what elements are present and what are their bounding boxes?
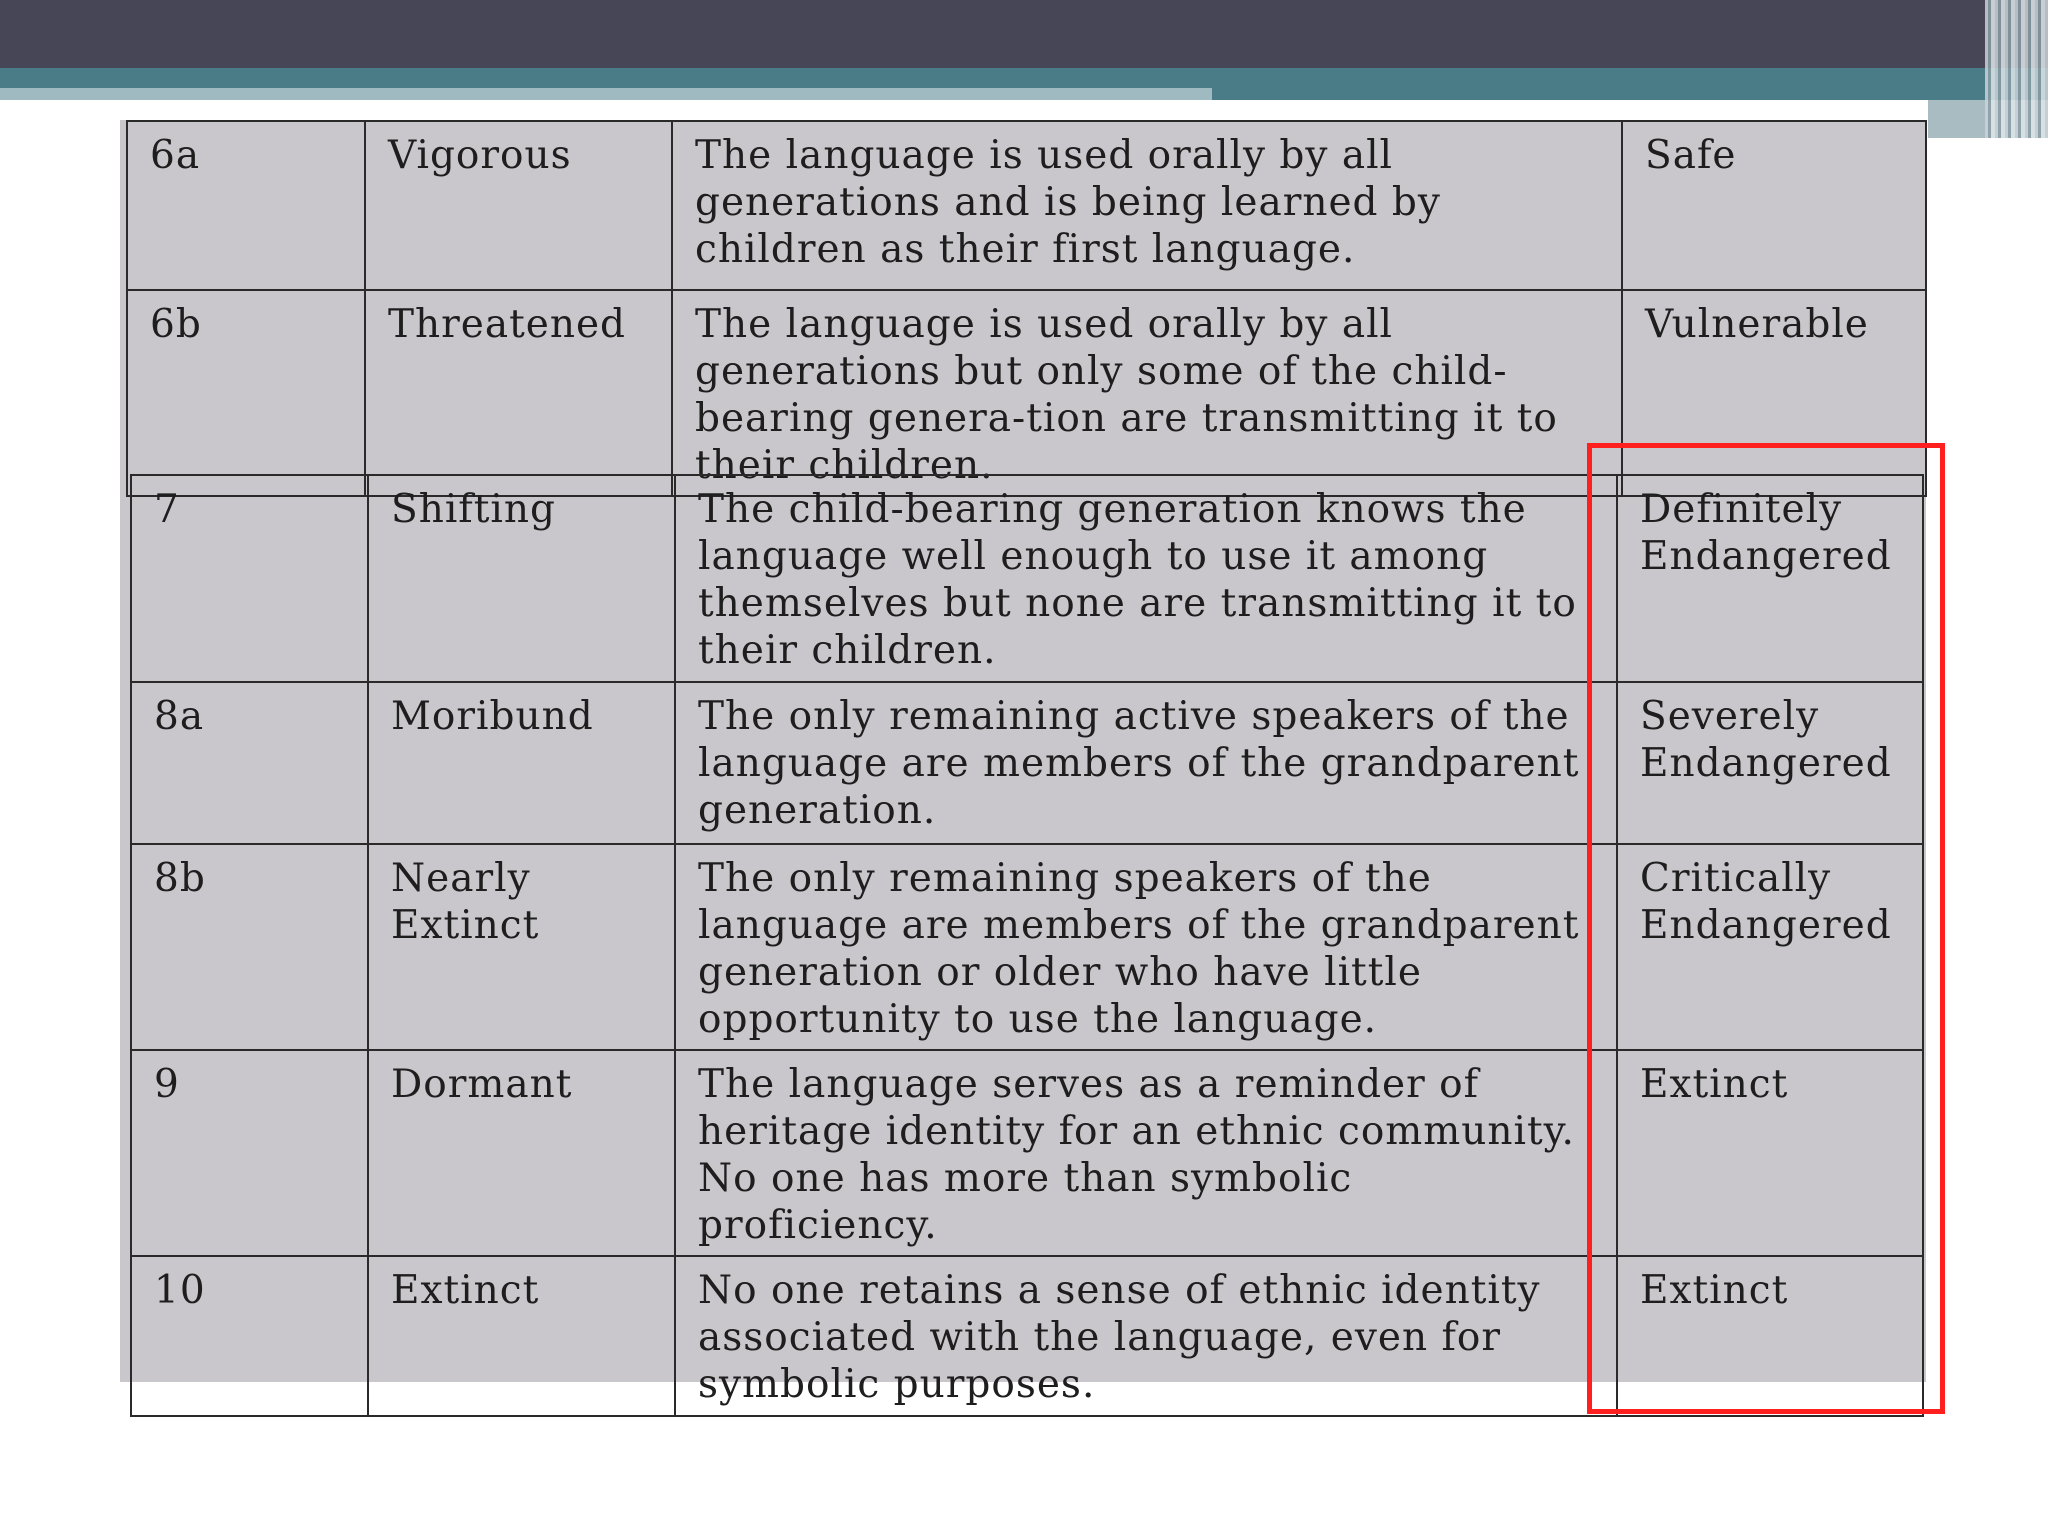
label-cell: Dormant	[368, 1050, 675, 1256]
status-cell: Extinct	[1617, 1050, 1923, 1256]
label-cell: Extinct	[368, 1256, 675, 1416]
level-cell: 7	[131, 475, 368, 682]
description-cell: The only remaining active speakers of the language are members of the grandparent generation.	[675, 682, 1617, 844]
level-cell: 8b	[131, 844, 368, 1050]
level-cell: 6b	[127, 290, 365, 496]
label-cell: Shifting	[368, 475, 675, 682]
table-body-upper	[127, 121, 1926, 496]
status-cell: Severely Endangered	[1617, 682, 1923, 844]
highlight-box	[1587, 443, 1945, 1414]
description-cell: The only remaining speakers of the language are members of the grandparent generation or older who have little opportunity to use the language.	[675, 844, 1617, 1050]
level-cell: 10	[131, 1256, 368, 1416]
level-cell: 6a	[127, 121, 365, 290]
label-cell: Threatened	[365, 290, 672, 496]
description-cell: The language serves as a reminder of heritage identity for an ethnic community. No one has more than symbolic proficiency.	[675, 1050, 1617, 1256]
label-cell: Moribund	[368, 682, 675, 844]
slide-header-bar	[0, 0, 2048, 68]
status-cell: Extinct	[1617, 1256, 1923, 1416]
description-cell: The child-bearing generation knows the language well enough to use it among themselves but none are transmitting it to their children.	[675, 475, 1617, 682]
status-cell: Vulnerable	[1622, 290, 1926, 496]
description-cell: The language is used orally by all generations and is being learned by children as their first language.	[672, 121, 1622, 290]
slide-accent-stripe	[0, 88, 1212, 100]
level-cell: 8a	[131, 682, 368, 844]
slide-edge-decoration	[1985, 0, 2048, 138]
table-row	[127, 121, 1926, 290]
egids-table-upper	[126, 120, 1927, 497]
label-cell: Nearly Extinct	[368, 844, 675, 1050]
description-cell: The language is used orally by all generations but only some of the child-bearing genera-tion are transmitting it to their children.	[672, 290, 1622, 496]
level-cell: 9	[131, 1050, 368, 1256]
description-cell: No one retains a sense of ethnic identity associated with the language, even for symbolic purposes.	[675, 1256, 1617, 1416]
label-cell: Vigorous	[365, 121, 672, 290]
status-cell: Definitely Endangered	[1617, 475, 1923, 682]
status-cell: Safe	[1622, 121, 1926, 290]
status-cell: Critically Endangered	[1617, 844, 1923, 1050]
